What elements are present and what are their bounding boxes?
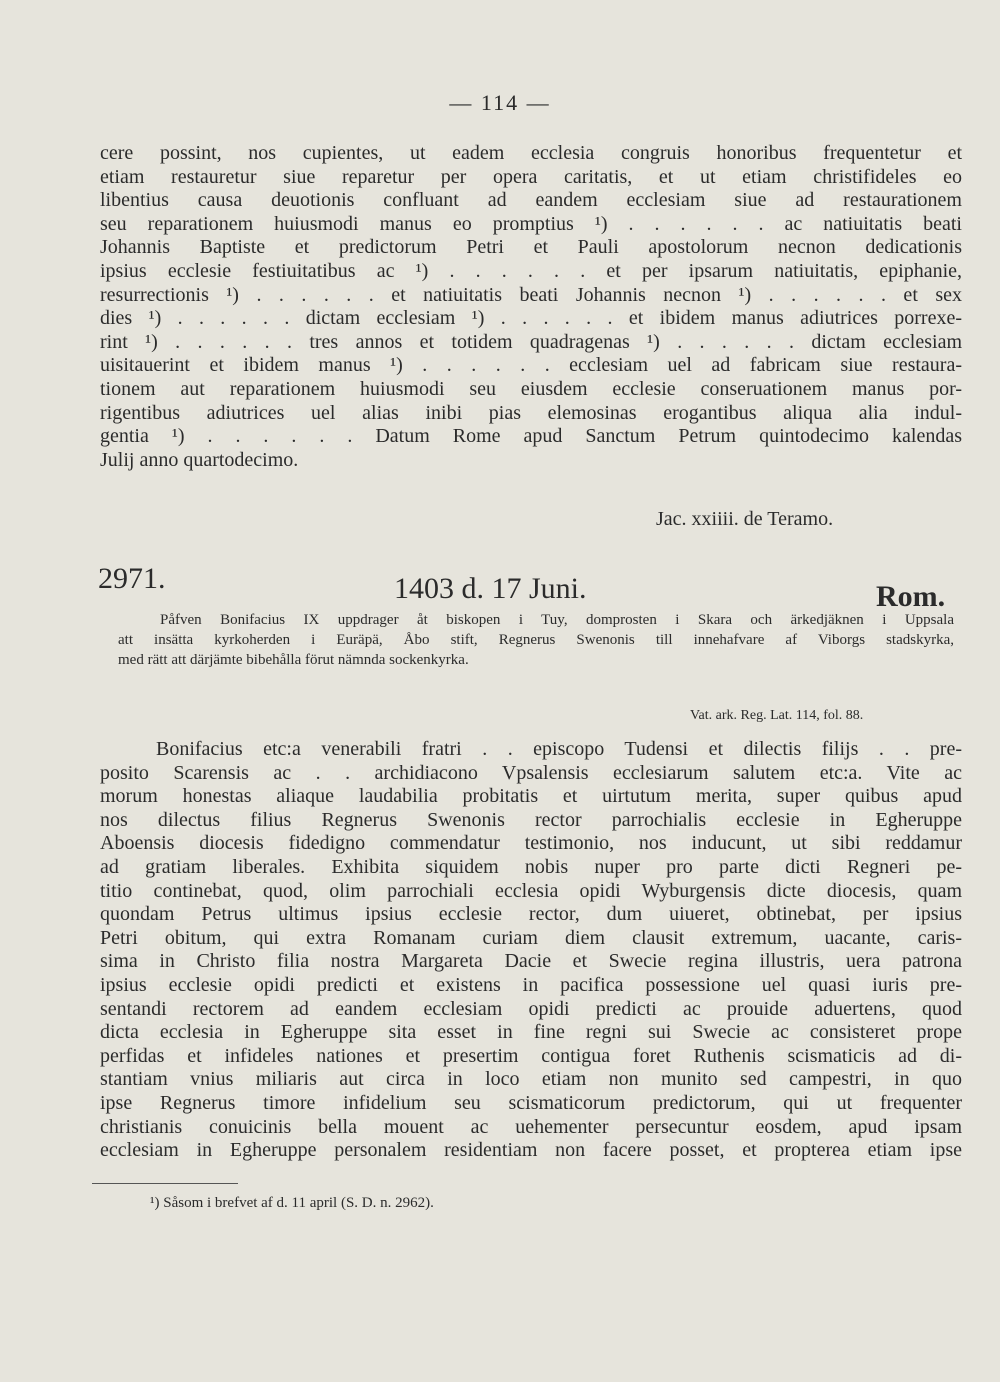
signature: Jac. xxiiii. de Teramo. (656, 508, 834, 530)
text-line: sima in Christo filia nostra Margareta Dacie et Swecie regina illustris, uera patrona (100, 950, 962, 973)
continued-text (100, 142, 962, 472)
summary-line: Påfven Bonifacius IX uppdrager åt biskopen i Tuy, domprosten i Skara och ärkedjäknen i Uppsala (160, 612, 954, 628)
text-line: etiam restauretur siue reparetur per opera caritatis, et ut etiam christifideles eo (100, 165, 962, 188)
text-line: stantiam vnius miliaris aut circa in loco etiam non munito sed campestri, in quo (100, 1068, 962, 1091)
document-place: Rom. (876, 580, 946, 613)
text-line: libentius causa deuotionis confluant ad eandem ecclesiam siue ad restaurationem (100, 189, 962, 212)
archive-source: Vat. ark. Reg. Lat. 114, fol. 88. (690, 708, 864, 723)
text-line: gentia ¹) . . . . . . Datum Rome apud Sanctum Petrum quintodecimo kalendas (100, 425, 962, 448)
document-text (100, 738, 962, 1163)
footnote-divider (92, 1183, 238, 1184)
text-line: posito Scarensis ac . . archidiacono Vpsalensis ecclesiarum salutem etc:a. Vite ac (100, 761, 962, 784)
text-line: ipsius ecclesie festiuitatibus ac ¹) . . . . . . et per ipsarum natiuitatis, epiphanie, (100, 259, 962, 282)
text-line: Julij anno quartodecimo. (100, 448, 299, 471)
document-number: 2971. (98, 562, 166, 595)
text-line: rigentibus adiutrices uel alias inibi pias elemosinas erogantibus aliqua alia indul- (100, 401, 962, 424)
text-line: tionem aut reparationem huiusmodi seu eiusdem ecclesie conseruationem manus por- (100, 377, 962, 400)
text-line: Petri obitum, qui extra Romanam curiam diem clausit extremum, uacante, caris- (100, 926, 962, 949)
summary-line: med rätt att därjämte bibehålla förut nämnda sockenkyrka. (118, 652, 469, 668)
text-line: resurrectionis ¹) . . . . . . et natiuitatis beati Johannis necnon ¹) . . . . . . et sex (100, 283, 962, 306)
text-line: dicta ecclesia in Egheruppe sita esset in fine regni sui Swecie ac consisteret prope (100, 1021, 962, 1044)
text-line: titio continebat, quod, olim parrochiali ecclesia opidi Wyburgensis dicte diocesis, quam (100, 879, 962, 902)
text-line: Johannis Baptiste et predictorum Petri et Pauli apostolorum necnon dedicationis (100, 236, 962, 259)
text-line: uisitauerint et ibidem manus ¹) . . . . . . ecclesiam uel ad fabricam siue restaura- (100, 354, 962, 377)
text-line: sentandi rectorem ad eandem ecclesiam opidi predicti ac prouide aduertens, quod (100, 997, 962, 1020)
text-line: cere possint, nos cupientes, ut eadem ecclesia congruis honoribus frequentetur et (100, 142, 962, 164)
text-line: Aboensis diocesis fidedigno commendatur testimonio, nos inducunt, ut sibi reddamur (100, 832, 962, 855)
footnote: ¹) Såsom i brefvet af d. 11 april (S. D. n. 2962). (150, 1195, 434, 1211)
text-line: nos dilectus filius Regnerus Swenonis rector parrochialis ecclesie in Egheruppe (100, 808, 962, 831)
text-line: christianis conuicinis bella mouent ac uehementer persecuntur eosdem, apud ipsam (100, 1115, 962, 1138)
text-line: seu reparationem huiusmodi manus eo promptius ¹) . . . . . . ac natiuitatis beati (100, 212, 962, 235)
text-line: ipsius ecclesie opidi predicti et existens in pacifica possessione uel quasi iuris pre- (100, 973, 962, 996)
text-line: ipse Regnerus timore infidelium seu scismaticorum predictorum, qui ut frequenter (100, 1091, 962, 1114)
text-line: ad gratiam liberales. Exhibita siquidem nobis nuper pro parte dicti Regneri pe- (100, 855, 962, 878)
text-line: Bonifacius etc:a venerabili fratri . . episcopo Tudensi et dilectis filijs . . pre- (156, 738, 962, 760)
text-line: quondam Petrus ultimus ipsius ecclesie rector, dum uiueret, obtinebat, per ipsius (100, 903, 962, 926)
document-date: 1403 d. 17 Juni. (394, 572, 587, 605)
page-number: — 114 — (449, 90, 551, 115)
text-line: morum honestas aliaque laudabilia probitatis et uirtutum merita, super quibus apud (100, 785, 962, 808)
text-line: perfidas et infideles nationes et presertim contigua foret Ruthenis scismaticis ad di- (100, 1044, 962, 1067)
text-line: ecclesiam in Egheruppe personalem residentiam non facere posset, et propterea etiam ipse (100, 1139, 962, 1162)
text-line: dies ¹) . . . . . . dictam ecclesiam ¹) . . . . . . et ibidem manus adiutrices porrexe- (100, 307, 962, 330)
regest-summary (118, 610, 954, 670)
summary-line: att insätta kyrkoherden i Euräpä, Åbo stift, Regnerus Swenonis till innehafvare af Viborgs stadskyrka, (118, 632, 954, 648)
text-line: rint ¹) . . . . . . tres annos et totidem quadragenas ¹) . . . . . . dictam ecclesiam (100, 330, 962, 353)
